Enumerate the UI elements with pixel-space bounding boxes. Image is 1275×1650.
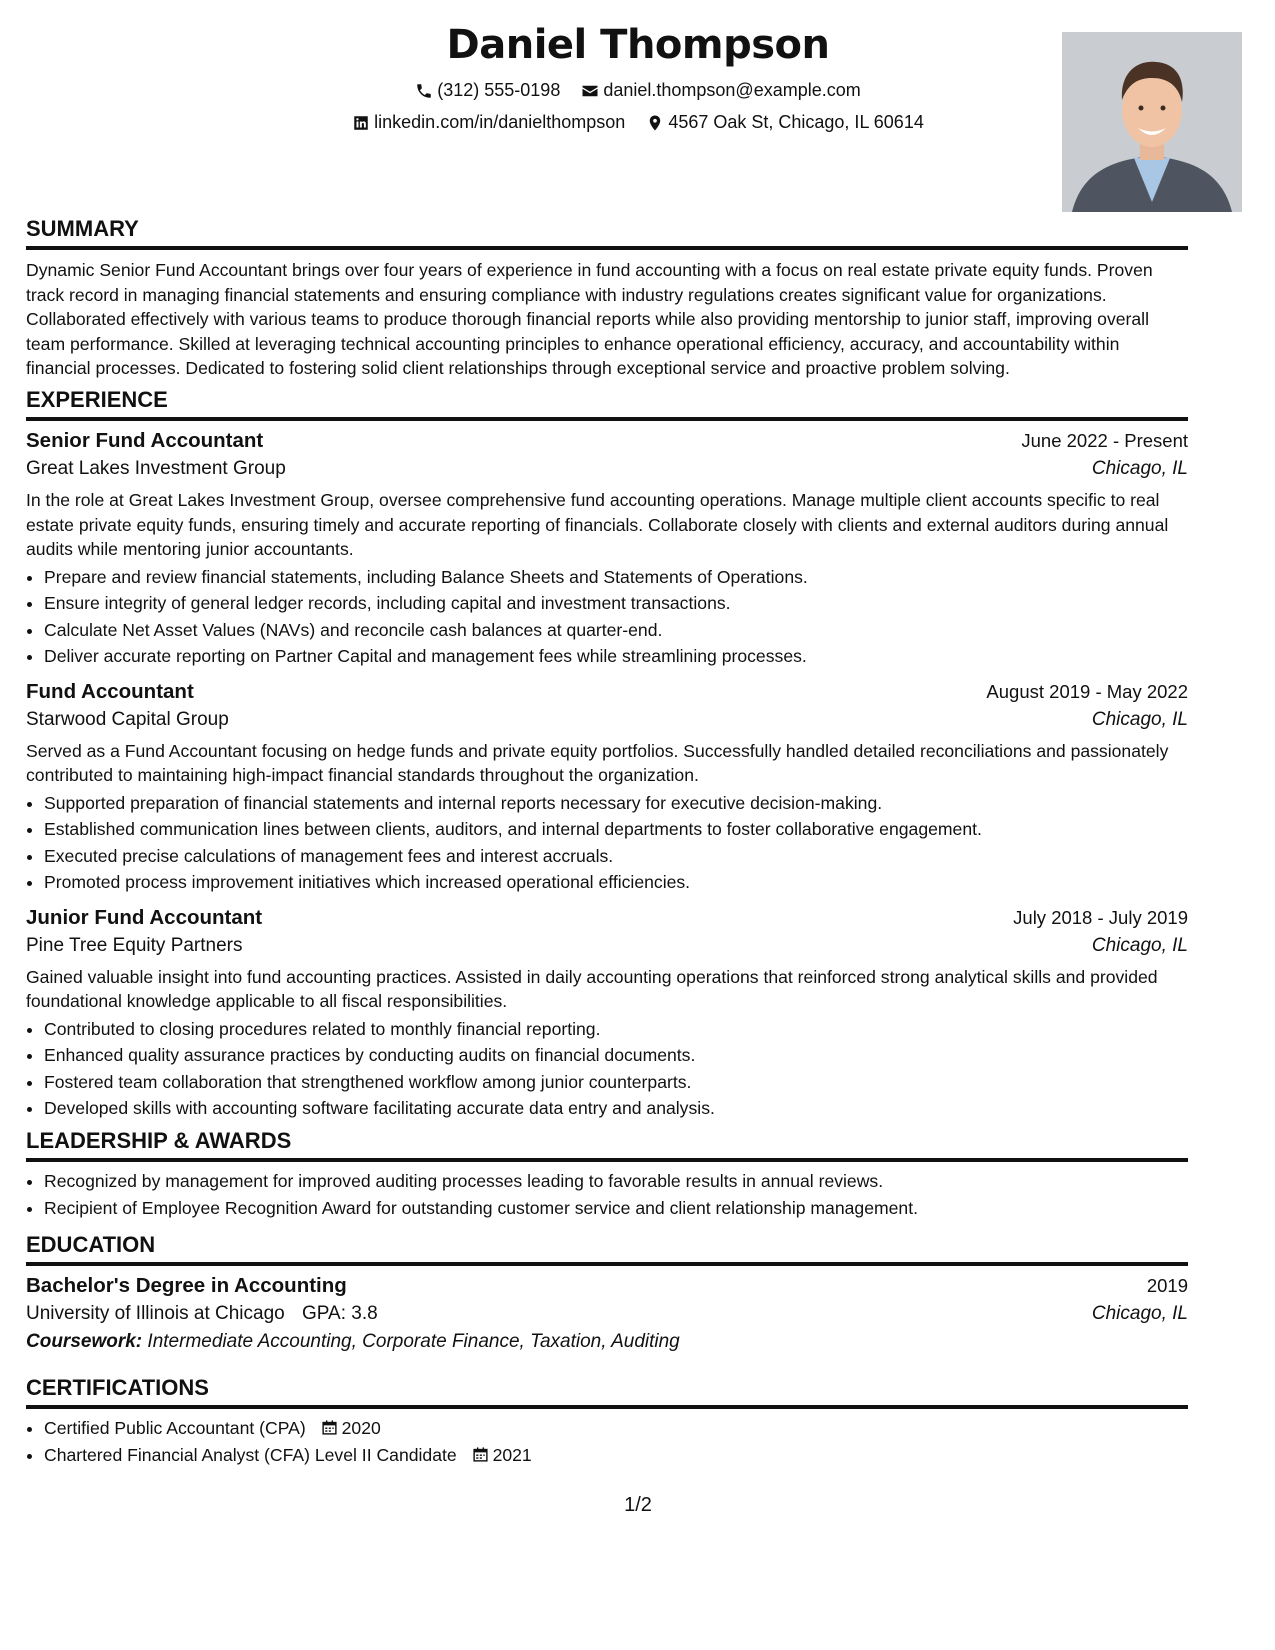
certification-list xyxy=(26,1415,1188,1468)
job-entry xyxy=(26,429,1188,670)
address-text: 4567 Oak St, Chicago, IL 60614 xyxy=(668,112,924,132)
phone-text: (312) 555-0198 xyxy=(437,80,561,100)
list-item: • Ensure integrity of general ledger records, including capital and investment transactions. xyxy=(44,590,1188,617)
candidate-name: Daniel Thompson xyxy=(446,22,830,68)
email-contact[interactable] xyxy=(581,80,860,101)
linkedin-contact[interactable] xyxy=(352,112,625,133)
section-title-leadership: LEADERSHIP & AWARDS xyxy=(26,1128,1188,1162)
company-name: Pine Tree Equity Partners xyxy=(26,934,243,956)
experience-section xyxy=(26,387,1188,1122)
job-description: Gained valuable insight into fund accounting practices. Assisted in daily accounting operations that reinforced strong analytical skills and provided foundational knowledge applicable to all fiscal responsibilities. xyxy=(26,966,1158,1011)
job-subheader xyxy=(26,709,1188,731)
resume-header xyxy=(26,22,1250,217)
job-dates: July 2018 - July 2019 xyxy=(1013,906,1188,928)
certifications-section xyxy=(26,1375,1188,1468)
job-dates: August 2019 - May 2022 xyxy=(986,680,1188,702)
certification-year: 2021 xyxy=(492,1444,532,1465)
job-title: Fund Accountant xyxy=(26,679,194,703)
job-location: Chicago, IL xyxy=(1091,934,1188,956)
linkedin-text[interactable]: linkedin.com/in/danielthompson xyxy=(374,112,626,132)
certification-name: Certified Public Accountant (CPA) xyxy=(44,1418,306,1438)
list-item: • Executed precise calculations of management fees and interest accruals. xyxy=(44,843,1188,870)
job-description: In the role at Great Lakes Investment Group, oversee comprehensive fund accounting operations. Manage multiple client accounts specific to real estate private equity funds, ensuring timely and accurate reporting of financials. Collaborate closely with clients and external auditors during annual audits while mentoring junior accountants. xyxy=(26,490,1169,559)
job-entry xyxy=(26,906,1188,1122)
list-item: • Calculate Net Asset Values (NAVs) and reconcile cash balances at quarter-end. xyxy=(44,617,1188,644)
list-item: • Deliver accurate reporting on Partner Capital and management fees while streamlining processes. xyxy=(44,643,1188,670)
degree-name: Bachelor's Degree in Accounting xyxy=(26,1274,347,1297)
job-header xyxy=(26,680,1188,704)
job-bullets xyxy=(26,564,1188,670)
job-bullets xyxy=(26,790,1188,896)
list-item: • Fostered team collaboration that strengthened workflow among junior counterparts. xyxy=(44,1069,1188,1096)
section-title-summary: SUMMARY xyxy=(26,216,1188,250)
school-line xyxy=(26,1303,378,1325)
list-item: • Supported preparation of financial statements and internal reports necessary for executive decision-making. xyxy=(44,790,1188,817)
job-dates: June 2022 - Present xyxy=(1021,430,1188,451)
job-title: Senior Fund Accountant xyxy=(26,429,264,452)
certification-year: 2020 xyxy=(341,1418,381,1438)
job-subheader xyxy=(26,458,1188,480)
job-title: Junior Fund Accountant xyxy=(26,905,263,929)
linkedin-icon xyxy=(352,114,370,132)
job-entry xyxy=(26,680,1188,896)
summary-text: Dynamic Senior Fund Accountant brings over four years of experience in fund accounting with a focus on real estate private equity funds. Proven track record in managing financial statements and ensuring compliance with industry regulations creates significant value for organizations. Collaborated effectively with various teams to produce thorough financial reports while also providing mentorship to junior staff, improving overall team performance. Skilled at leveraging technical accounting principles to enhance operational efficiency, accuracy, and accountability within financial processes. Dedicated to fostering solid client relationships through exceptional service and proactive problem solving. xyxy=(26,260,1153,378)
list-item: • Established communication lines between clients, auditors, and internal departments to foster collaborative engagement. xyxy=(44,816,1188,843)
coursework-line xyxy=(26,1331,1188,1353)
page-number: 1/2 xyxy=(624,1494,652,1516)
summary-section xyxy=(26,216,1188,381)
phone-icon xyxy=(415,82,433,100)
school-name: University of Illinois at Chicago xyxy=(26,1303,285,1324)
coursework-label: Coursework: xyxy=(26,1331,143,1352)
leadership-section xyxy=(26,1128,1188,1221)
school-location: Chicago, IL xyxy=(1091,1303,1188,1324)
email-text[interactable]: daniel.thompson@example.com xyxy=(603,80,861,100)
list-item: • Prepare and review financial statements, including Balance Sheets and Statements of Operations. xyxy=(44,564,1188,591)
coursework-text: Intermediate Accounting, Corporate Finance, Taxation, Auditing xyxy=(147,1331,680,1352)
job-description: Served as a Fund Accountant focusing on hedge funds and private equity portfolios. Successfully handled detailed reconciliations and passionately contributed to maintaining high-impact financial standards throughout the organization. xyxy=(26,740,1169,785)
job-subheader xyxy=(26,935,1188,957)
job-location: Chicago, IL xyxy=(1091,458,1188,479)
leadership-bullets xyxy=(26,1168,1188,1221)
calendar-icon xyxy=(462,1445,493,1465)
job-location: Chicago, IL xyxy=(1091,708,1188,730)
list-item: • Recipient of Employee Recognition Award for outstanding customer service and client relationship management. xyxy=(44,1195,1188,1222)
job-header xyxy=(26,906,1188,930)
list-item xyxy=(44,1442,1188,1469)
company-name: Great Lakes Investment Group xyxy=(26,458,286,479)
gpa: GPA: 3.8 xyxy=(302,1303,378,1324)
section-title-experience: EXPERIENCE xyxy=(26,387,1188,421)
phone-contact xyxy=(415,80,560,101)
section-title-certifications: CERTIFICATIONS xyxy=(26,1375,1188,1409)
graduation-year: 2019 xyxy=(1146,1275,1188,1296)
list-item: • Recognized by management for improved auditing processes leading to favorable results in annual reviews. xyxy=(44,1168,1188,1195)
certification-name: Chartered Financial Analyst (CFA) Level II Candidate xyxy=(44,1444,457,1465)
job-header xyxy=(26,429,1188,453)
education-subheader xyxy=(26,1303,1188,1325)
list-item xyxy=(44,1415,1188,1442)
address-contact xyxy=(646,112,924,133)
list-item: • Contributed to closing procedures related to monthly financial reporting. xyxy=(44,1016,1188,1043)
company-name: Starwood Capital Group xyxy=(26,708,229,730)
job-bullets xyxy=(26,1016,1188,1122)
calendar-icon xyxy=(311,1418,342,1438)
section-title-education: EDUCATION xyxy=(26,1232,1188,1266)
map-pin-icon xyxy=(646,114,664,132)
education-section xyxy=(26,1232,1188,1353)
resume-page xyxy=(26,0,1250,1650)
education-header xyxy=(26,1274,1188,1298)
list-item: • Promoted process improvement initiatives which increased operational efficiencies. xyxy=(44,869,1188,896)
profile-photo xyxy=(1062,32,1242,212)
list-item: • Developed skills with accounting software facilitating accurate data entry and analysis. xyxy=(44,1095,1188,1122)
envelope-icon xyxy=(581,82,599,100)
list-item: • Enhanced quality assurance practices by conducting audits on financial documents. xyxy=(44,1042,1188,1069)
